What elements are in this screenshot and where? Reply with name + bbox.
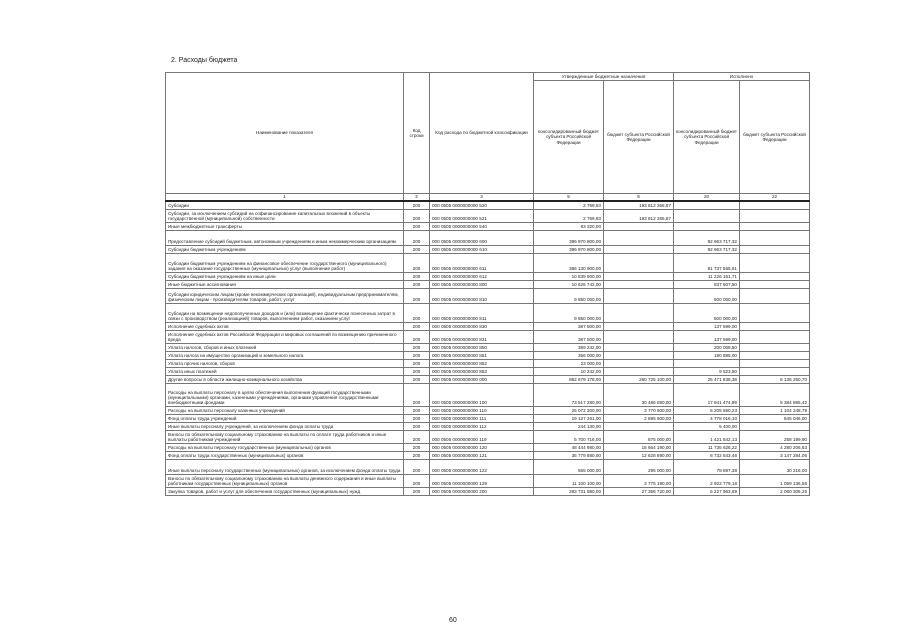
row-approved-subject bbox=[604, 222, 674, 230]
row-executed-subject bbox=[740, 209, 810, 222]
row-approved-subject bbox=[604, 288, 674, 303]
row-executed-consolidated: 81 737 565,61 bbox=[674, 253, 740, 272]
row-executed-subject bbox=[740, 280, 810, 288]
row-line-code: 200 bbox=[404, 459, 430, 474]
row-approved-consolidated: 386 130 900,00 bbox=[534, 253, 604, 272]
row-line-code: 200 bbox=[404, 280, 430, 288]
col-number-5: 5 bbox=[534, 194, 604, 202]
row-approved-consolidated: 10 242,00 bbox=[534, 367, 604, 375]
table-row bbox=[166, 443, 810, 451]
row-budget-code: 000 0505 0000000000 852 bbox=[430, 359, 534, 367]
header-executed-consolidated: консолидированный бюджет субъекта Российской Федерации bbox=[674, 81, 740, 194]
row-executed-subject: 3 147 284,06 bbox=[740, 451, 810, 459]
row-name: Субсидии бюджетным учреждениям на финансовое обеспечение государственного (муниципального) задания на оказание государственных (муниципальных) услуг (выполнение работ) bbox=[166, 253, 404, 272]
table-row bbox=[166, 351, 810, 359]
col-number-22: 22 bbox=[740, 194, 810, 202]
row-approved-subject: 27 356 720,00 bbox=[604, 487, 674, 495]
row-executed-subject bbox=[740, 359, 810, 367]
header-line-code: Код строки bbox=[404, 73, 430, 194]
row-approved-consolidated: 5 700 716,00 bbox=[534, 430, 604, 443]
table-row bbox=[166, 359, 810, 367]
table-row bbox=[166, 474, 810, 487]
row-line-code: 200 bbox=[404, 253, 430, 272]
table-row bbox=[166, 253, 810, 272]
table-row bbox=[166, 459, 810, 474]
row-name: Субсидии bbox=[166, 201, 404, 209]
row-name: Расходы на выплаты персоналу в целях обеспечения выполнения функций государственными (муниципальными) органами, казенными учреждениями, органами управления государственными внебюджетными фондами bbox=[166, 383, 404, 406]
table-row bbox=[166, 288, 810, 303]
row-line-code: 200 bbox=[404, 201, 430, 209]
row-approved-consolidated: 10 839 900,00 bbox=[534, 272, 604, 280]
table-row bbox=[166, 367, 810, 375]
row-approved-subject bbox=[604, 230, 674, 245]
row-budget-code: 000 0505 0000000000 129 bbox=[430, 474, 534, 487]
table-row bbox=[166, 330, 810, 343]
row-approved-subject: 193 812 265,87 bbox=[604, 201, 674, 209]
row-approved-consolidated: 10 626 742,00 bbox=[534, 280, 604, 288]
row-budget-code: 000 0505 0000000000 800 bbox=[430, 280, 534, 288]
row-budget-code: 000 0505 0000000000 850 bbox=[430, 343, 534, 351]
row-budget-code: 000 0505 0000000000 000 bbox=[430, 375, 534, 383]
row-executed-consolidated bbox=[674, 209, 740, 222]
row-name: Предоставление субсидий бюджетным, автономным учреждениям и иным некоммерческим организациям bbox=[166, 230, 404, 245]
row-approved-consolidated: 19 127 261,00 bbox=[534, 414, 604, 422]
row-budget-code: 000 0505 0000000000 120 bbox=[430, 443, 534, 451]
table-row bbox=[166, 222, 810, 230]
row-name: Взносы по обязательному социальному страхованию на выплаты по оплате труда работников и иные выплаты работникам учреждений bbox=[166, 430, 404, 443]
row-budget-code: 000 0505 0000000000 540 bbox=[430, 222, 534, 230]
header-budget-code: Код расхода по бюджетной классификации bbox=[430, 73, 534, 194]
row-approved-consolidated: 396 970 800,00 bbox=[534, 245, 604, 253]
table-row bbox=[166, 451, 810, 459]
row-executed-subject bbox=[740, 222, 810, 230]
row-name: Иные межбюджетные трансферты bbox=[166, 222, 404, 230]
row-name: Субсидии, за исключением субсидий на софинансирование капитальных вложений в объекты государственной (муниципальной) собственности bbox=[166, 209, 404, 222]
row-executed-consolidated: 500 000,00 bbox=[674, 303, 740, 322]
row-executed-subject bbox=[740, 343, 810, 351]
row-approved-subject bbox=[604, 303, 674, 322]
row-name: Закупка товаров, работ и услуг для обеспечения государственных (муниципальных) нужд bbox=[166, 487, 404, 495]
row-executed-subject: 5 384 855,42 bbox=[740, 383, 810, 406]
row-name: Расходы на выплаты персоналу казенных учреждений bbox=[166, 406, 404, 414]
table-row bbox=[166, 272, 810, 280]
row-executed-subject bbox=[740, 201, 810, 209]
row-approved-consolidated: 73 517 280,00 bbox=[534, 383, 604, 406]
row-executed-consolidated: 5 400,00 bbox=[674, 422, 740, 430]
col-number-2: 2 bbox=[404, 194, 430, 202]
row-name: Взносы по обязательному социальному страхованию на выплаты денежного содержания и иные выплаты работникам государственных (муниципальных) органов bbox=[166, 474, 404, 487]
row-approved-consolidated: 25 072 300,00 bbox=[534, 406, 604, 414]
row-line-code: 200 bbox=[404, 474, 430, 487]
row-executed-subject: 1 059 136,56 bbox=[740, 474, 810, 487]
row-approved-consolidated: 283 731 880,00 bbox=[534, 487, 604, 495]
row-executed-subject bbox=[740, 245, 810, 253]
row-executed-subject bbox=[740, 351, 810, 359]
row-line-code: 200 bbox=[404, 406, 430, 414]
table-row bbox=[166, 487, 810, 495]
row-approved-consolidated: 48 444 980,00 bbox=[534, 443, 604, 451]
row-budget-code: 000 0505 0000000000 521 bbox=[430, 209, 534, 222]
row-budget-code: 000 0505 0000000000 851 bbox=[430, 351, 534, 359]
row-executed-consolidated: 6 227 963,69 bbox=[674, 487, 740, 495]
row-approved-subject bbox=[604, 359, 674, 367]
row-approved-subject bbox=[604, 322, 674, 330]
row-executed-consolidated: 837 607,50 bbox=[674, 280, 740, 288]
row-approved-subject bbox=[604, 280, 674, 288]
row-approved-subject: 2 895 600,00 bbox=[604, 414, 674, 422]
row-approved-subject bbox=[604, 351, 674, 359]
table-row bbox=[166, 406, 810, 414]
row-approved-subject: 193 812 265,87 bbox=[604, 209, 674, 222]
row-line-code: 200 bbox=[404, 303, 430, 322]
row-line-code: 200 bbox=[404, 414, 430, 422]
row-approved-subject: 3 775 190,00 bbox=[604, 474, 674, 487]
row-name: Фонд оплаты труда государственных (муниципальных) органов bbox=[166, 451, 404, 459]
row-executed-subject: 258 199,90 bbox=[740, 430, 810, 443]
row-name: Фонд оплаты труда учреждений bbox=[166, 414, 404, 422]
row-approved-subject: 12 628 890,00 bbox=[604, 451, 674, 459]
row-line-code: 200 bbox=[404, 422, 430, 430]
row-executed-consolidated: 11 226 151,71 bbox=[674, 272, 740, 280]
row-approved-consolidated: 23 000,00 bbox=[534, 359, 604, 367]
row-executed-consolidated: 1 421 642,13 bbox=[674, 430, 740, 443]
row-budget-code: 000 0505 0000000000 610 bbox=[430, 245, 534, 253]
row-budget-code: 000 0505 0000000000 830 bbox=[430, 322, 534, 330]
row-line-code: 200 bbox=[404, 451, 430, 459]
row-budget-code: 000 0505 0000000000 112 bbox=[430, 422, 534, 430]
row-executed-consolidated: 6 205 550,23 bbox=[674, 406, 740, 414]
row-name: Расходы на выплаты персоналу государственных (муниципальных) органов bbox=[166, 443, 404, 451]
row-line-code: 200 bbox=[404, 375, 430, 383]
expenses-table bbox=[165, 72, 810, 496]
row-approved-consolidated: 63 320,00 bbox=[534, 222, 604, 230]
row-executed-subject: 4 280 206,63 bbox=[740, 443, 810, 451]
row-approved-subject: 16 664 190,00 bbox=[604, 443, 674, 451]
table-row bbox=[166, 230, 810, 245]
row-budget-code: 000 0505 0000000000 200 bbox=[430, 487, 534, 495]
row-executed-consolidated bbox=[674, 222, 740, 230]
col-number-20: 20 bbox=[674, 194, 740, 202]
row-approved-consolidated: 9 850 000,00 bbox=[534, 288, 604, 303]
row-executed-subject: 2 060 305,25 bbox=[740, 487, 810, 495]
header-name: Наименование показателя bbox=[166, 73, 404, 194]
row-executed-subject bbox=[740, 230, 810, 245]
row-executed-consolidated: 92 963 717,32 bbox=[674, 245, 740, 253]
col-number-6: 6 bbox=[604, 194, 674, 202]
row-name: Уплата иных платежей bbox=[166, 367, 404, 375]
row-line-code: 200 bbox=[404, 209, 430, 222]
row-line-code: 200 bbox=[404, 230, 430, 245]
row-approved-subject bbox=[604, 272, 674, 280]
row-name: Субсидии бюджетным учреждениям bbox=[166, 245, 404, 253]
row-line-code: 200 bbox=[404, 351, 430, 359]
row-budget-code: 000 0505 0000000000 121 bbox=[430, 451, 534, 459]
header-executed-group: Исполнено bbox=[674, 73, 810, 81]
row-budget-code: 000 0505 0000000000 612 bbox=[430, 272, 534, 280]
row-budget-code: 000 0505 0000000000 110 bbox=[430, 406, 534, 414]
table-row bbox=[166, 375, 810, 383]
row-line-code: 200 bbox=[404, 272, 430, 280]
table-row bbox=[166, 343, 810, 351]
table-row bbox=[166, 303, 810, 322]
row-executed-consolidated bbox=[674, 359, 740, 367]
row-executed-consolidated: 4 778 016,10 bbox=[674, 414, 740, 422]
row-name: Исполнение судебных актов Российской Федерации и мировых соглашений по возмещению причиненного вреда bbox=[166, 330, 404, 343]
table-body bbox=[166, 201, 810, 495]
row-executed-subject: 6 135 260,70 bbox=[740, 375, 810, 383]
row-approved-subject bbox=[604, 422, 674, 430]
row-executed-consolidated: 17 941 474,89 bbox=[674, 383, 740, 406]
row-approved-consolidated: 565 000,00 bbox=[534, 459, 604, 474]
row-approved-subject bbox=[604, 343, 674, 351]
page-number: 60 bbox=[449, 617, 457, 624]
section-title: 2. Расходы бюджета bbox=[171, 57, 238, 64]
row-name: Субсидии юридическим лицам (кроме некоммерческих организаций), индивидуальным предпринимателям, физическим лицам - производителям товаров, работ, услуг bbox=[166, 288, 404, 303]
row-approved-consolidated: 387 500,00 bbox=[534, 322, 604, 330]
row-approved-consolidated: 862 679 178,00 bbox=[534, 375, 604, 383]
row-line-code: 200 bbox=[404, 288, 430, 303]
row-budget-code: 000 0505 0000000000 119 bbox=[430, 430, 534, 443]
col-number-1: 1 bbox=[166, 194, 404, 202]
table-row bbox=[166, 414, 810, 422]
row-approved-subject: 875 000,00 bbox=[604, 430, 674, 443]
header-approved-subject: бюджет субъекта Российской Федерации bbox=[604, 81, 674, 194]
row-approved-consolidated: 2 769,83 bbox=[534, 201, 604, 209]
table-row bbox=[166, 209, 810, 222]
row-executed-consolidated: 8 732 843,46 bbox=[674, 451, 740, 459]
row-line-code: 200 bbox=[404, 443, 430, 451]
row-approved-consolidated: 389 242,00 bbox=[534, 343, 604, 351]
row-executed-subject bbox=[740, 253, 810, 272]
row-name: Субсидии бюджетным учреждениям на иные цели bbox=[166, 272, 404, 280]
row-budget-code: 000 0505 0000000000 853 bbox=[430, 367, 534, 375]
row-approved-subject bbox=[604, 330, 674, 343]
row-name: Уплата налога на имущество организаций и земельного налога bbox=[166, 351, 404, 359]
row-name: Субсидии на возмещение недополученных доходов и (или) возмещение фактически понесенных затрат в связи с производством (реализацией) товаров, выполнением работ, оказанием услуг bbox=[166, 303, 404, 322]
row-line-code: 200 bbox=[404, 367, 430, 375]
row-line-code: 200 bbox=[404, 359, 430, 367]
row-approved-consolidated: 396 970 800,00 bbox=[534, 230, 604, 245]
row-executed-consolidated: 11 735 626,22 bbox=[674, 443, 740, 451]
table-row bbox=[166, 280, 810, 288]
row-budget-code: 000 0505 0000000000 122 bbox=[430, 459, 534, 474]
table-row bbox=[166, 245, 810, 253]
table-row bbox=[166, 322, 810, 330]
row-approved-consolidated: 2 769,83 bbox=[534, 209, 604, 222]
header-approved-consolidated: консолидированный бюджет субъекта Российской Федерации bbox=[534, 81, 604, 194]
row-executed-consolidated: 2 922 779,18 bbox=[674, 474, 740, 487]
row-name: Иные выплаты персоналу государственных (муниципальных) органов, за исключением фонда оплаты труда bbox=[166, 459, 404, 474]
col-number-3: 3 bbox=[430, 194, 534, 202]
row-name: Исполнение судебных актов bbox=[166, 322, 404, 330]
row-line-code: 200 bbox=[404, 343, 430, 351]
row-budget-code: 000 0505 0000000000 810 bbox=[430, 288, 534, 303]
row-name: Иные выплаты персоналу учреждений, за исключением фонда оплаты труда bbox=[166, 422, 404, 430]
row-executed-consolidated bbox=[674, 201, 740, 209]
row-executed-subject: 1 104 248,79 bbox=[740, 406, 810, 414]
row-executed-subject bbox=[740, 367, 810, 375]
table-row bbox=[166, 430, 810, 443]
row-line-code: 200 bbox=[404, 487, 430, 495]
row-executed-consolidated: 79 897,38 bbox=[674, 459, 740, 474]
row-approved-consolidated: 244 130,00 bbox=[534, 422, 604, 430]
row-executed-consolidated: 137 599,00 bbox=[674, 330, 740, 343]
header-executed-subject: бюджет субъекта Российской Федерации bbox=[740, 81, 810, 194]
header-approved-group: Утвержденные бюджетные назначения bbox=[534, 73, 674, 81]
row-line-code: 200 bbox=[404, 330, 430, 343]
row-name: Другие вопросы в области жилищно-коммунального хозяйства bbox=[166, 375, 404, 383]
row-line-code: 200 bbox=[404, 430, 430, 443]
row-line-code: 200 bbox=[404, 245, 430, 253]
row-approved-consolidated: 9 850 000,00 bbox=[534, 303, 604, 322]
row-approved-subject bbox=[604, 245, 674, 253]
table-row bbox=[166, 383, 810, 406]
row-name: Иные бюджетные ассигнования bbox=[166, 280, 404, 288]
row-approved-subject: 260 725 100,00 bbox=[604, 375, 674, 383]
row-executed-subject bbox=[740, 422, 810, 430]
row-executed-consolidated: 190 885,00 bbox=[674, 351, 740, 359]
row-approved-consolidated: 387 500,00 bbox=[534, 330, 604, 343]
row-approved-consolidated: 356 000,00 bbox=[534, 351, 604, 359]
row-approved-subject bbox=[604, 253, 674, 272]
row-approved-consolidated: 36 779 880,00 bbox=[534, 451, 604, 459]
table-row bbox=[166, 422, 810, 430]
row-line-code: 200 bbox=[404, 383, 430, 406]
row-executed-consolidated: 9 523,50 bbox=[674, 367, 740, 375]
row-executed-consolidated: 92 963 717,32 bbox=[674, 230, 740, 245]
row-executed-consolidated: 137 599,00 bbox=[674, 322, 740, 330]
row-executed-consolidated: 200 008,50 bbox=[674, 343, 740, 351]
row-name: Уплата прочих налогов, сборов bbox=[166, 359, 404, 367]
row-executed-subject bbox=[740, 330, 810, 343]
row-executed-consolidated: 500 000,00 bbox=[674, 288, 740, 303]
row-line-code: 200 bbox=[404, 222, 430, 230]
row-approved-consolidated: 11 100 100,00 bbox=[534, 474, 604, 487]
row-executed-subject bbox=[740, 288, 810, 303]
row-approved-subject: 30 486 080,00 bbox=[604, 383, 674, 406]
row-line-code: 200 bbox=[404, 322, 430, 330]
row-budget-code: 000 0505 0000000000 811 bbox=[430, 303, 534, 322]
row-executed-subject bbox=[740, 322, 810, 330]
row-budget-code: 000 0505 0000000000 520 bbox=[430, 201, 534, 209]
row-budget-code: 000 0505 0000000000 100 bbox=[430, 383, 534, 406]
row-name: Уплата налогов, сборов и иных платежей bbox=[166, 343, 404, 351]
row-budget-code: 000 0505 0000000000 600 bbox=[430, 230, 534, 245]
row-budget-code: 000 0505 0000000000 611 bbox=[430, 253, 534, 272]
row-budget-code: 000 0505 0000000000 111 bbox=[430, 414, 534, 422]
row-executed-consolidated: 25 471 838,38 bbox=[674, 375, 740, 383]
row-executed-subject bbox=[740, 272, 810, 280]
row-budget-code: 000 0505 0000000000 831 bbox=[430, 330, 534, 343]
row-executed-subject bbox=[740, 303, 810, 322]
table-row bbox=[166, 201, 810, 209]
row-executed-subject: 30 216,00 bbox=[740, 459, 810, 474]
row-executed-subject: 845 046,00 bbox=[740, 414, 810, 422]
row-approved-subject bbox=[604, 367, 674, 375]
row-approved-subject: 295 000,00 bbox=[604, 459, 674, 474]
row-approved-subject: 3 770 600,00 bbox=[604, 406, 674, 414]
